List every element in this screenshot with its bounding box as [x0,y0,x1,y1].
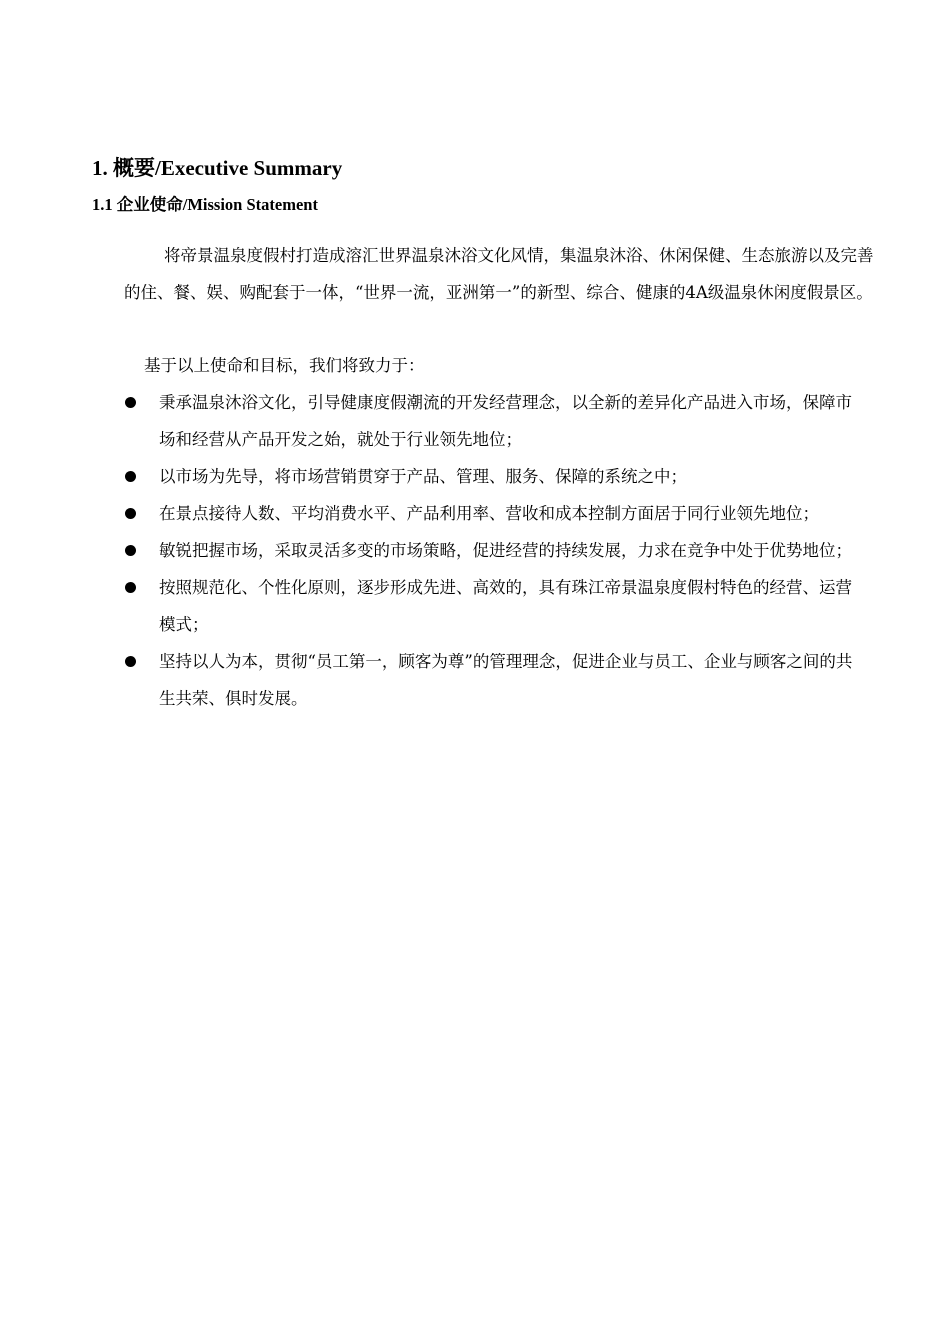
mission-paragraph: 将帝景温泉度假村打造成溶汇世界温泉沐浴文化风情，集温泉沐浴、休闲保健、生态旅游以及完善的住、餐、娱、购配套于一体，“世界一流，亚洲第一”的新型、综合、健康的4A级温泉休闲度假景区。 [124,246,874,302]
bullet-dot-icon [125,656,136,667]
bullet-dot-icon [125,508,136,519]
list-item [124,495,864,532]
list-item-text: 在景点接待人数、平均消费水平、产品利用率、营收和成本控制方面居于同行业领先地位； [159,504,819,523]
list-item [124,643,864,717]
bullet-dot-icon [125,397,136,408]
list-item-text: 按照规范化、个性化原则，逐步形成先进、高效的，具有珠江帝景温泉度假村特色的经营、运营模式； [159,578,852,634]
commitment-list [124,384,864,717]
bullet-dot-icon [125,582,136,593]
list-item [124,532,864,569]
list-item [124,569,864,643]
bullet-dot-icon [125,545,136,556]
list-item [124,458,864,495]
list-item-text: 坚持以人为本，贯彻“员工第一，顾客为尊”的管理理念，促进企业与员工、企业与顾客之间的共生共荣、俱时发展。 [159,652,853,708]
list-item-text: 以市场为先导，将市场营销贯穿于产品、管理、服务、保障的系统之中； [159,467,687,486]
list-item [124,384,864,458]
list-item-text: 敏锐把握市场，采取灵活多变的市场策略，促进经营的持续发展，力求在竞争中处于优势地位； [159,541,852,560]
list-item-text: 秉承温泉沐浴文化，引导健康度假潮流的开发经营理念，以全新的差异化产品进入市场，保障市场和经营从产品开发之始，就处于行业领先地位； [159,393,852,449]
section-heading: 1. 概要/Executive Summary [92,156,343,180]
bullet-dot-icon [125,471,136,482]
subsection-heading: 1.1 企业使命/Mission Statement [92,195,318,214]
intro-line: 基于以上使命和目标，我们将致力于： [144,356,425,375]
